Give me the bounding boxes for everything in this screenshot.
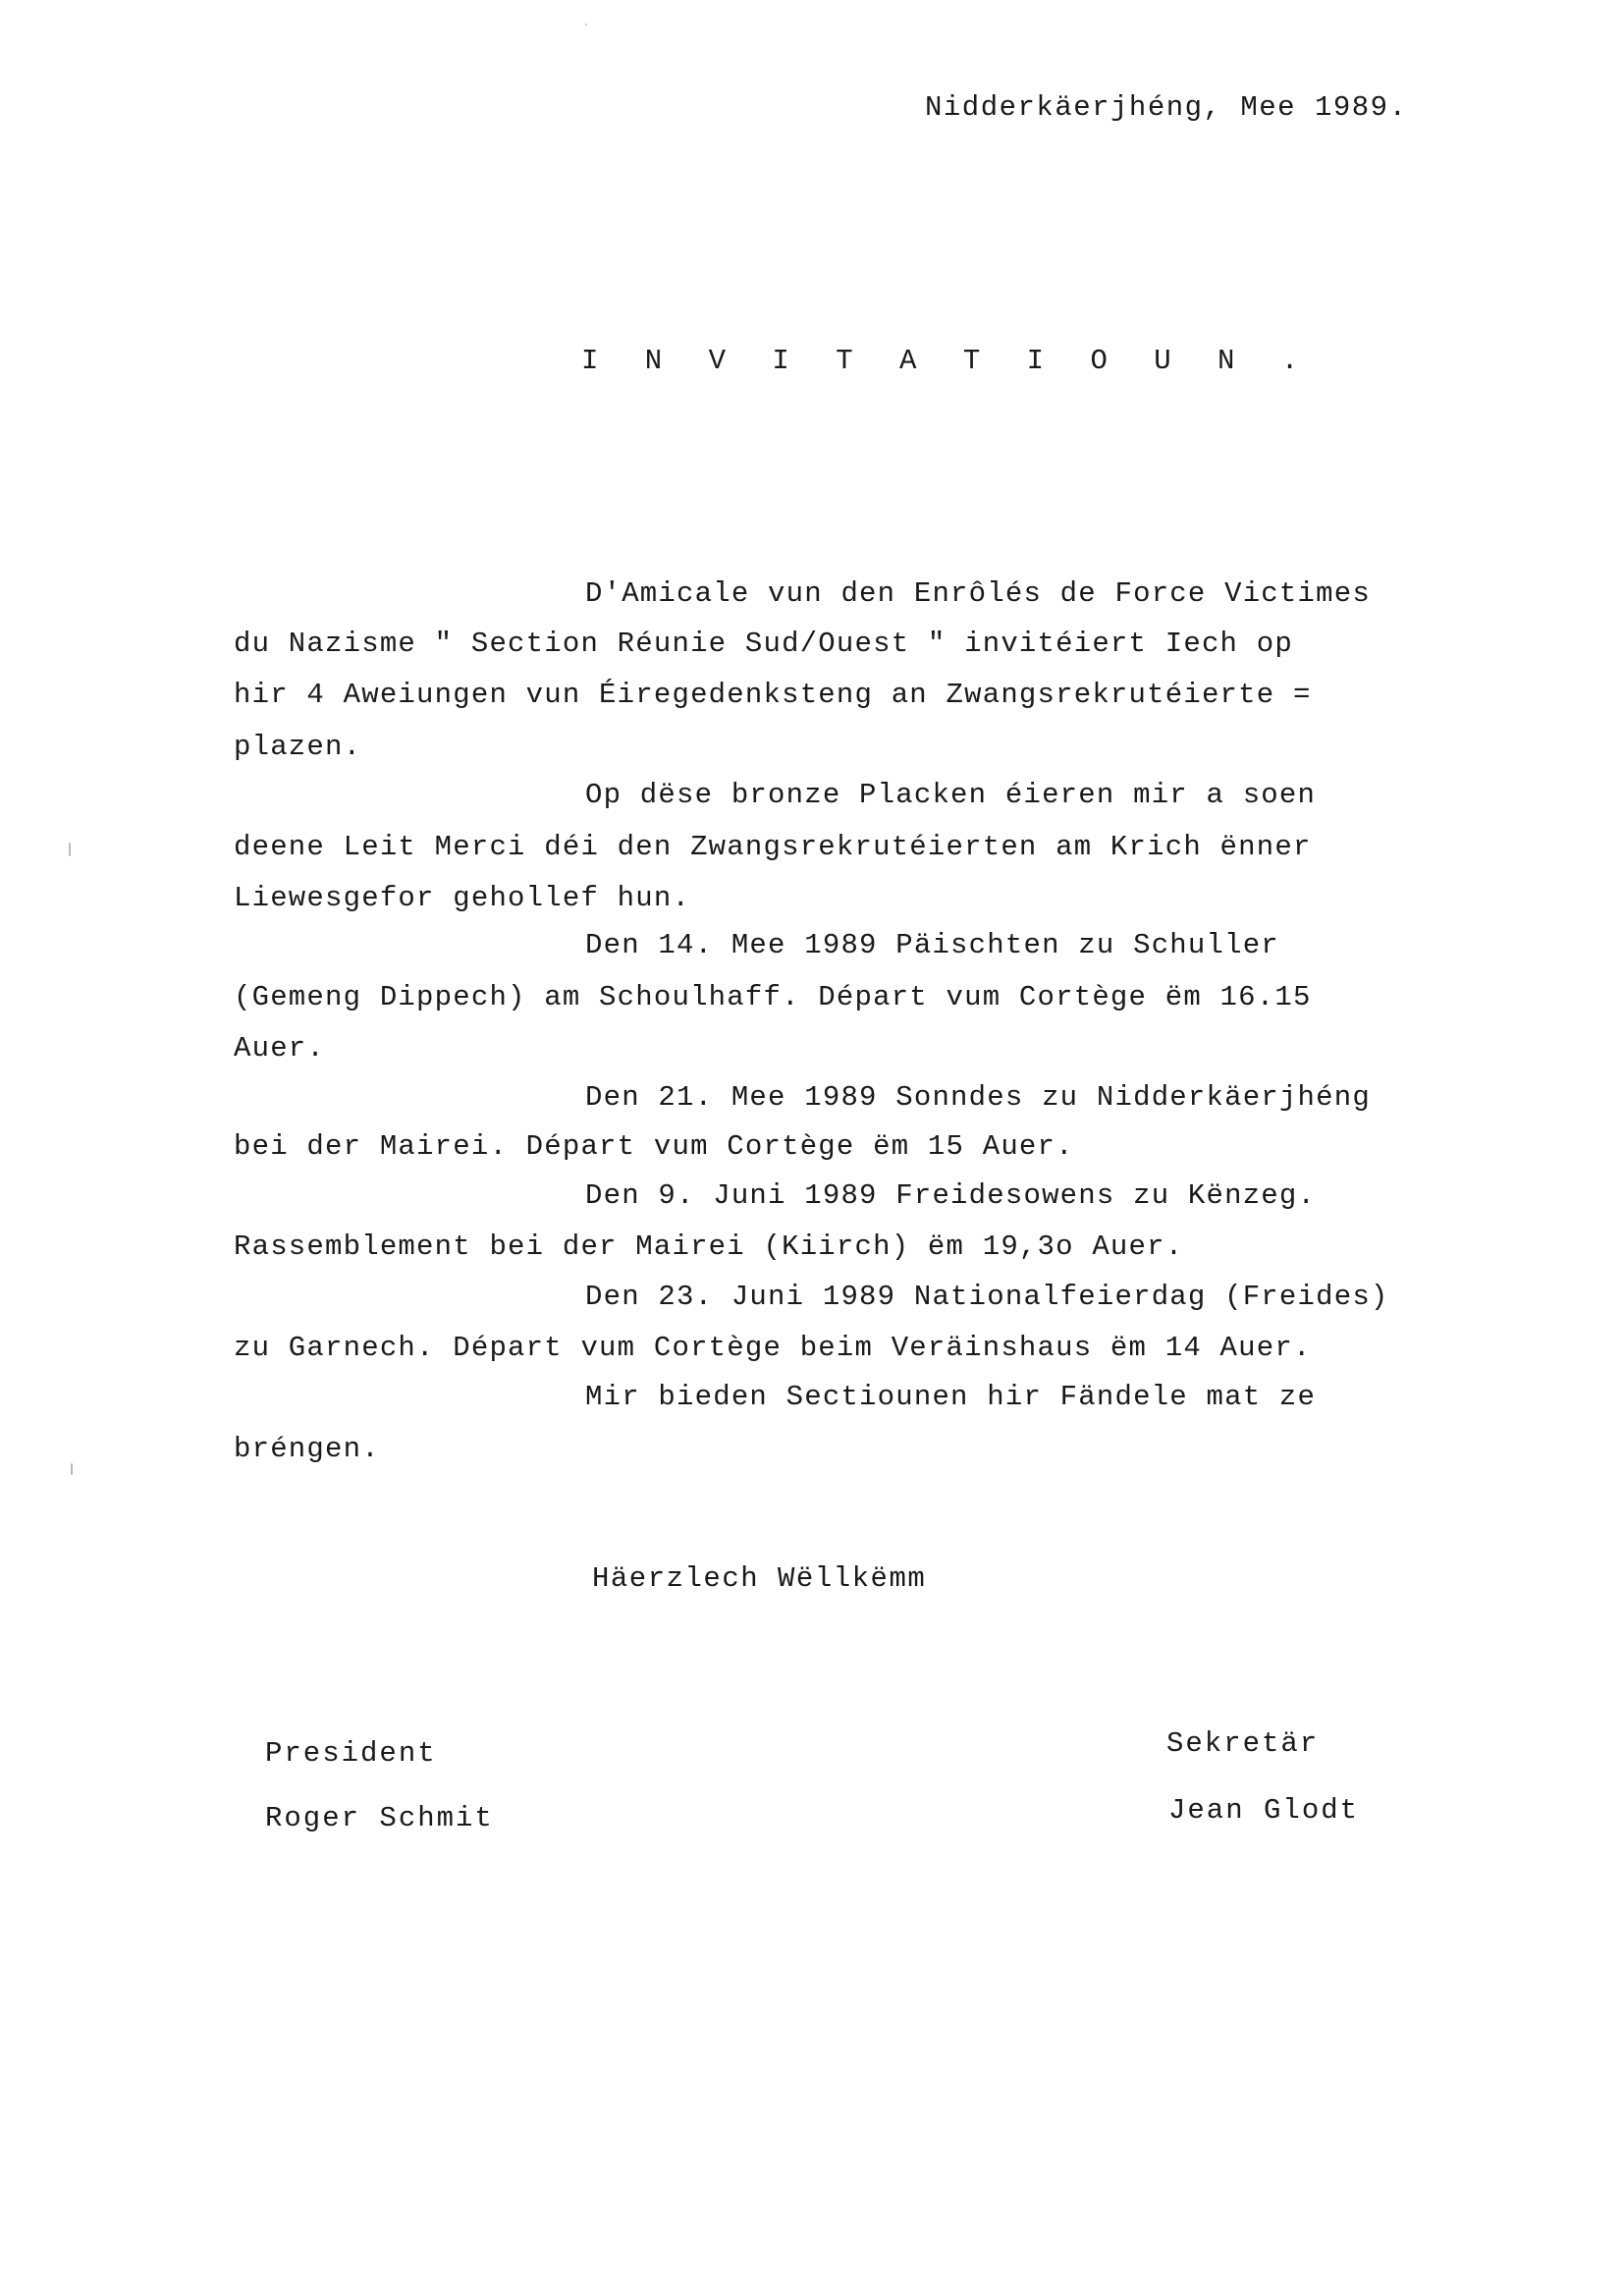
president-title: President bbox=[265, 1737, 437, 1770]
body-line: (Gemeng Dippech) am Schoulhaff. Départ vum Cortège ëm 16.15 bbox=[234, 981, 1312, 1013]
body-line: Den 23. Juni 1989 Nationalfeierdag (Freides) bbox=[585, 1281, 1389, 1313]
body-line: Den 21. Mee 1989 Sonndes zu Nidderkäerjhéng bbox=[585, 1081, 1371, 1114]
scan-speck bbox=[71, 1463, 73, 1475]
body-line: Liewesgefor gehollef hun. bbox=[234, 882, 691, 914]
body-line: bei der Mairei. Départ vum Cortège ëm 15 Auer. bbox=[234, 1130, 1074, 1163]
body-line: hir 4 Aweiungen vun Éiregedenksteng an Zwangsrekrutéierte = bbox=[234, 679, 1312, 711]
body-line: Rassemblement bei der Mairei (Kiirch) ëm 19,3o Auer. bbox=[234, 1230, 1184, 1263]
document-title: I N V I T A T I O U N . bbox=[581, 345, 1314, 377]
secretary-title: Sekretär bbox=[1166, 1727, 1320, 1760]
scan-speck bbox=[585, 24, 587, 26]
secretary-name: Jean Glodt bbox=[1168, 1794, 1360, 1827]
body-line: plazen. bbox=[234, 731, 362, 763]
body-line: du Nazisme " Section Réunie Sud/Ouest " invitéiert Iech op bbox=[234, 628, 1293, 660]
body-line: deene Leit Merci déi den Zwangsrekrutéierten am Krich ënner bbox=[234, 831, 1312, 863]
president-name: Roger Schmit bbox=[265, 1802, 494, 1834]
body-line: Den 9. Juni 1989 Freidesowens zu Kënzeg. bbox=[585, 1179, 1317, 1212]
body-line: Den 14. Mee 1989 Päischten zu Schuller bbox=[585, 929, 1279, 961]
body-line: bréngen. bbox=[234, 1433, 380, 1465]
body-line: Mir bieden Sectiounen hir Fändele mat ze bbox=[585, 1381, 1317, 1413]
body-line: Op dëse bronze Placken éieren mir a soen bbox=[585, 779, 1317, 811]
body-line: Auer. bbox=[234, 1032, 326, 1065]
body-line: D'Amicale vun den Enrôlés de Force Victimes bbox=[585, 577, 1371, 610]
body-line: zu Garnech. Départ vum Cortège beim Veräinshaus ëm 14 Auer. bbox=[234, 1332, 1312, 1364]
scan-speck bbox=[69, 843, 71, 856]
dateline: Nidderkäerjhéng, Mee 1989. bbox=[925, 91, 1408, 124]
closing-greeting: Häerzlech Wëllkëmm bbox=[592, 1562, 927, 1595]
